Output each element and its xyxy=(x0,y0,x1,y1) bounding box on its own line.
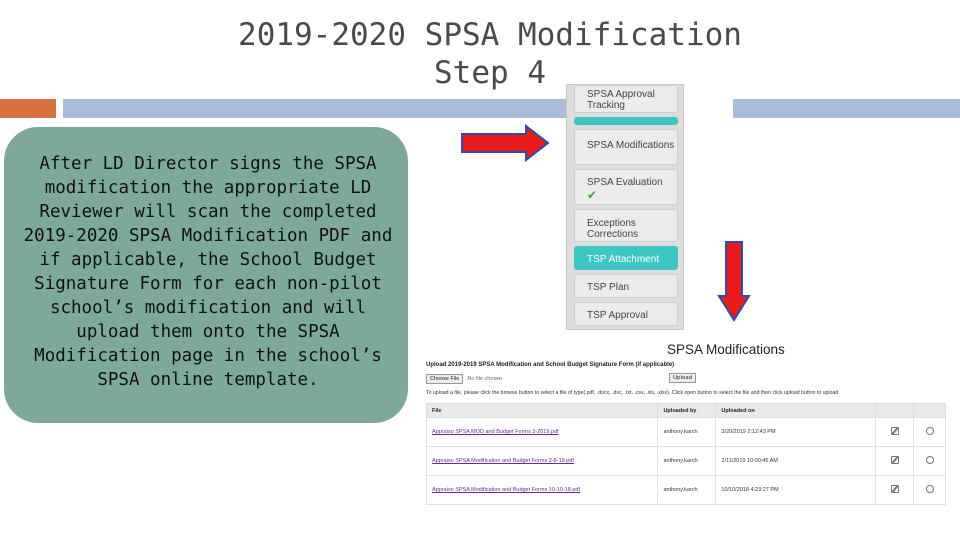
nav-label: Exceptions Corrections xyxy=(587,218,639,240)
choose-file-button[interactable]: Choose File xyxy=(426,374,463,384)
nav-spsa-approval-tracking[interactable] xyxy=(574,85,678,113)
nav-exceptions-corrections[interactable] xyxy=(574,209,678,242)
view-icon[interactable] xyxy=(926,427,934,435)
col-edit xyxy=(876,404,914,418)
nav-tsp-plan[interactable] xyxy=(574,274,678,298)
col-uploaded-by: Uploaded by xyxy=(658,404,716,418)
view-icon[interactable] xyxy=(926,456,934,464)
nav-label: TSP Plan xyxy=(587,282,630,293)
uploaded-on: 3/20/2019 2:12:43 PM xyxy=(716,418,876,447)
nav-spsa-modifications[interactable] xyxy=(574,129,678,165)
file-link[interactable]: Appraiso SPSA Modification and Budget Forms 2-8-19.pdf xyxy=(432,458,574,464)
nav-teal-separator xyxy=(574,117,678,125)
spsa-nav-panel xyxy=(566,84,684,330)
table-row xyxy=(427,418,946,447)
table-row xyxy=(427,447,946,476)
nav-tsp-attachment[interactable] xyxy=(574,246,678,270)
col-view xyxy=(914,404,946,418)
title-line-1: 2019-2020 SPSA Modification xyxy=(238,17,742,53)
nav-label: SPSA Evaluation xyxy=(587,177,663,188)
nav-label: TSP Approval xyxy=(587,310,648,321)
uploaded-files-table xyxy=(426,403,946,505)
edit-icon[interactable] xyxy=(891,485,899,493)
accent-bar-orange xyxy=(0,99,56,118)
accent-bar-blue-right xyxy=(733,99,960,118)
uploaded-by: anthony.karch xyxy=(658,447,716,476)
nav-spsa-evaluation[interactable] xyxy=(574,169,678,205)
arrow-down-icon xyxy=(717,240,751,322)
col-file: File xyxy=(427,404,658,418)
file-link[interactable]: Appraiso SPSA Modification and Budget Forms 10-10-18.pdf xyxy=(432,487,580,493)
upload-hint: To upload a file, please click the browse button to select a file of type(.pdf, .docx, .doc, .txt, .csv, .xls, .xlsx). Click open button to select the file and then click upload button to upload xyxy=(426,390,839,396)
arrow-right-icon xyxy=(460,124,552,162)
nav-tsp-approval[interactable] xyxy=(574,302,678,326)
uploaded-by: anthony.karch xyxy=(658,476,716,505)
callout-text: After LD Director signs the SPSA modification the appropriate LD Reviewer will scan the completed 2019-2020 SPSA Modification PDF and if applicable, the School Budget Signature Form for each non-pilot school’s modification and will upload them onto the SPSA Modification page in the school’s SPSA online template. xyxy=(23,154,393,390)
upload-area xyxy=(426,362,946,400)
edit-icon[interactable] xyxy=(891,427,899,435)
nav-label: SPSA Approval Tracking xyxy=(587,89,655,111)
checkmark-icon: ✔ xyxy=(587,188,598,202)
no-file-text: No file chosen xyxy=(467,376,503,382)
view-icon[interactable] xyxy=(926,485,934,493)
edit-icon[interactable] xyxy=(891,456,899,464)
file-link[interactable]: Appraiso SPSA MOD and Budget Forms 3-2019.pdf xyxy=(432,429,559,435)
uploaded-on: 10/10/2018 4:23:27 PM xyxy=(716,476,876,505)
nav-label: TSP Attachment xyxy=(587,254,660,265)
title-line-2: Step 4 xyxy=(434,55,546,91)
table-header-row xyxy=(427,404,946,418)
slide-title xyxy=(220,16,760,92)
nav-label: SPSA Modifications xyxy=(587,140,675,151)
uploaded-on: 2/11/2019 10:00:45 AM xyxy=(716,447,876,476)
upload-button[interactable]: Upload xyxy=(669,373,696,383)
col-uploaded-on: Uploaded on xyxy=(716,404,876,418)
table-row xyxy=(427,476,946,505)
upload-label: Upload 2019-2019 SPSA Modification and School Budget Signature Form (if applicable) xyxy=(426,362,675,368)
accent-bar-blue-left xyxy=(63,99,568,118)
uploaded-by: anthony.karch xyxy=(658,418,716,447)
modifications-title: SPSA Modifications xyxy=(667,342,785,357)
